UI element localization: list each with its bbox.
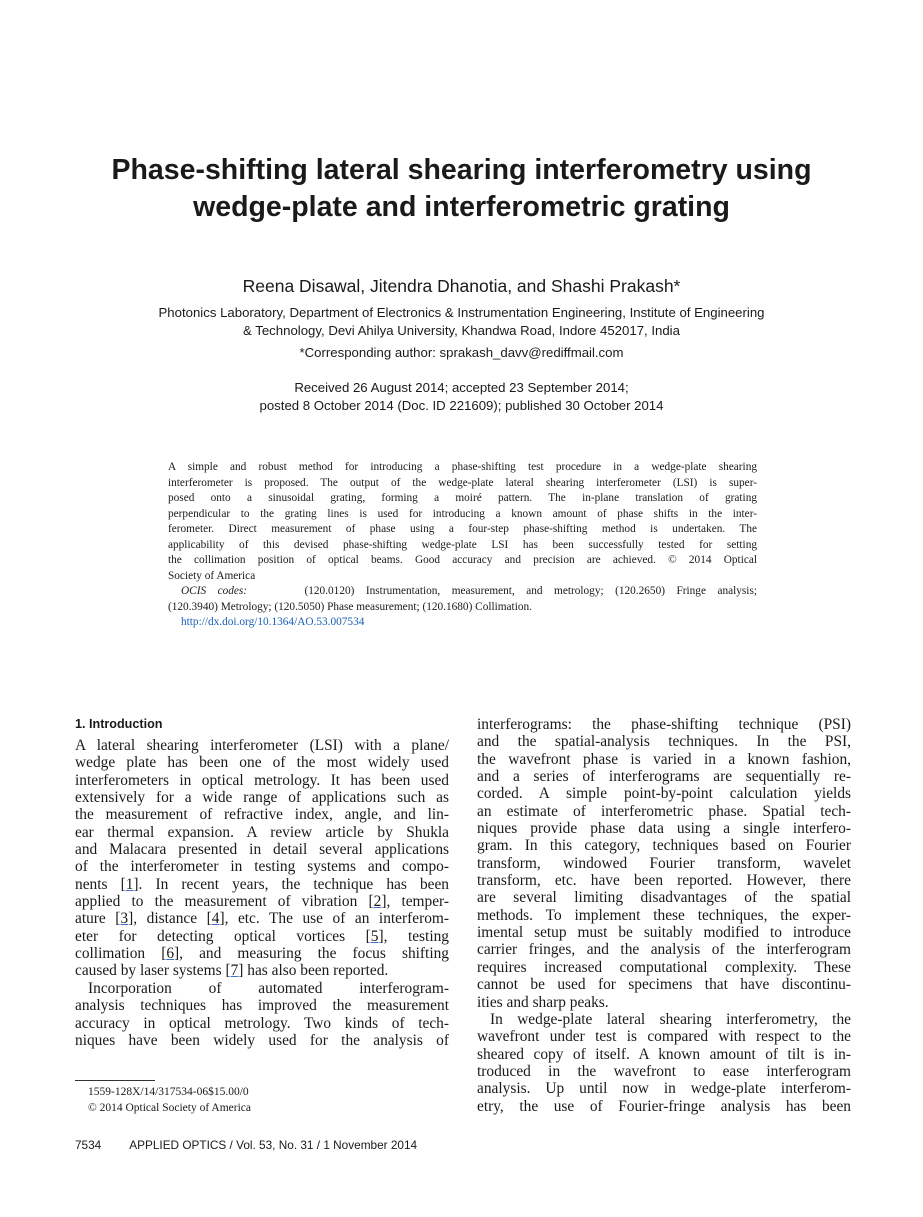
title-line: wedge-plate and interferometric grating: [193, 191, 730, 223]
body-line: transform, windowed Fourier transform, wavelet: [477, 854, 851, 872]
paper-title: [60, 152, 863, 226]
abstract: [168, 460, 757, 631]
body-line: carrier fringes, and the analysis of the interferogram: [477, 941, 851, 959]
body-line: imental setup must be suitably modified to introduce: [477, 924, 851, 942]
journal-citation: APPLIED OPTICS / Vol. 53, No. 31 / 1 November 2014: [129, 1138, 418, 1152]
body-line: troduced in the wavefront to ease interferogram: [477, 1062, 851, 1080]
body-line: cannot be used for specimens that have discontinu-: [477, 976, 851, 994]
body-line: Incorporation of automated interferogram-: [88, 979, 449, 997]
abstract-line: interferometer is proposed. The output of the wedge-plate lateral shearing interferometer (LSI) is super-: [168, 476, 757, 489]
body-line: [75, 928, 449, 945]
text-span: caused by laser systems [: [75, 962, 231, 980]
body-column-left: [75, 737, 449, 1049]
text-span: ], etc. The use of an interferom-: [219, 910, 450, 928]
body-line: [75, 945, 449, 962]
body-line: etry, the use of Fourier-fringe analysis has been: [477, 1097, 851, 1115]
text-span: eter for detecting optical vortices [: [75, 927, 371, 945]
body-line: sheared copy of itself. A known amount of tilt is in-: [477, 1045, 851, 1063]
text-span: applied to the measurement of vibration [: [75, 893, 374, 911]
body-line: [75, 910, 449, 927]
body-line: wavefront under test is compared with respect to the: [477, 1028, 851, 1046]
body-line: analysis. Up until now in wedge-plate interferom-: [477, 1080, 851, 1098]
body-line: analysis techniques has improved the measurement: [75, 997, 449, 1015]
text-span: ature [: [75, 910, 121, 928]
body-line: interferograms: the phase-shifting technique (PSI): [477, 716, 851, 733]
body-line: extensively for a wide range of applications such as: [75, 789, 449, 807]
text-span: ]. In recent years, the technique has been: [133, 875, 449, 893]
page-number: 7534: [75, 1138, 102, 1152]
citation-link[interactable]: 6: [166, 945, 175, 963]
body-column-right: [477, 716, 851, 1115]
text-span: ], testing: [378, 927, 449, 945]
body-line: interferometers in optical metrology. It has been used: [75, 771, 449, 789]
body-line: ear thermal expansion. A review article by Shukla: [75, 823, 449, 841]
body-line: A lateral shearing interferometer (LSI) with a plane/: [75, 737, 449, 754]
body-line: accuracy in optical metrology. Two kinds of tech-: [75, 1014, 449, 1032]
body-line: gram. In this category, techniques based on Fourier: [477, 837, 851, 855]
body-line: niques have been widely used for the analysis of: [75, 1031, 449, 1049]
text-span: nents [: [75, 875, 126, 893]
body-line: are several limiting disadvantages of the spatial: [477, 889, 851, 907]
citation-link[interactable]: 2: [373, 893, 382, 911]
body-line: requires increased computational complexity. These: [477, 958, 851, 976]
abstract-line: ferometer. Direct measurement of phase using a four-step phase-shifting method is undertaken. The: [168, 523, 757, 535]
ocis-codes: [168, 584, 757, 600]
body-line: transform, etc. have been reported. However, there: [477, 872, 851, 890]
abstract-line: applicability of this devised phase-shifting wedge-plate LSI has been successfully tested for setting: [168, 538, 757, 551]
body-line: of the interferometer in testing systems and compo-: [75, 858, 449, 876]
text-span: ] has also been reported.: [238, 962, 389, 980]
citation-link[interactable]: 1: [125, 875, 134, 893]
doi-link[interactable]: http://dx.doi.org/10.1364/AO.53.007534: [181, 616, 365, 628]
corresponding-author: *Corresponding author: sprakash_davv@rediffmail.com: [299, 345, 624, 360]
body-line: [75, 876, 449, 893]
publication-dates: [60, 379, 863, 415]
citation-link[interactable]: 3: [120, 910, 129, 928]
citation-link[interactable]: 5: [370, 927, 379, 945]
body-line: an estimate of interferometric phase. Spatial tech-: [477, 802, 851, 820]
body-line: corded. A simple point-by-point calculation yields: [477, 785, 851, 803]
section-heading: 1. Introduction: [75, 717, 163, 731]
title-line: Phase-shifting lateral shearing interferometry using: [111, 154, 812, 186]
body-line: [75, 893, 449, 910]
text-span: ], and measuring the focus shifting: [174, 945, 449, 963]
affiliation-line: Photonics Laboratory, Department of Electronics & Instrumentation Engineering, Institute of Engineering: [158, 305, 765, 320]
body-line: In wedge-plate lateral shearing interferometry, the: [490, 1010, 851, 1028]
affiliation-line: & Technology, Devi Ahilya University, Khandwa Road, Indore 452017, India: [243, 323, 680, 338]
text-span: ], temper-: [381, 893, 449, 911]
citation-link[interactable]: 4: [211, 910, 220, 928]
text-span: ], distance [: [128, 910, 212, 928]
abstract-line: Society of America: [168, 569, 256, 582]
abstract-line: A simple and robust method for introducing a phase-shifting test procedure in a wedge-plate shearing: [168, 461, 757, 473]
body-line: niques provide phase data using a single interfero-: [477, 820, 851, 838]
body-line: and the spatial-analysis techniques. In the PSI,: [477, 733, 851, 751]
abstract-line: posed onto a sinusoidal grating, forming a moiré pattern. The in-plane translation of grating: [168, 492, 757, 504]
dates-line: posted 8 October 2014 (Doc. ID 221609); published 30 October 2014: [259, 398, 664, 413]
text-span: collimation [: [75, 945, 167, 963]
footnote-divider: [75, 1080, 155, 1081]
body-line: and a series of interferograms are sequentially re-: [477, 768, 851, 786]
body-line: and Malacara presented in detail several applications: [75, 841, 449, 859]
abstract-line: the collimation position of optical beams. Good accuracy and precision are achieved. © 2014 Optical: [168, 554, 757, 566]
ocis-codes-line: (120.3940) Metrology; (120.5050) Phase measurement; (120.1680) Collimation.: [168, 600, 532, 613]
copyright-notice: © 2014 Optical Society of America: [88, 1102, 251, 1114]
affiliation: [60, 304, 863, 340]
ocis-codes-text: (120.0120) Instrumentation, measurement, and metrology; (120.2650) Fringe analysis;: [304, 585, 757, 597]
body-line: wedge plate has been one of the most widely used: [75, 754, 449, 772]
footnote: [88, 1084, 251, 1116]
issn-code: 1559-128X/14/317534-06$15.00/0: [88, 1086, 249, 1098]
author-list: Reena Disawal, Jitendra Dhanotia, and Shashi Prakash*: [242, 276, 681, 296]
citation-link[interactable]: 7: [230, 962, 239, 980]
ocis-label: OCIS codes:: [181, 585, 248, 597]
dates-line: Received 26 August 2014; accepted 23 September 2014;: [294, 380, 629, 395]
body-line: methods. To implement these techniques, the exper-: [477, 906, 851, 924]
body-line: the wavefront phase is varied in a known fashion,: [477, 750, 851, 768]
page-footer: [75, 1138, 417, 1152]
doi-line: [168, 615, 757, 631]
abstract-line: perpendicular to the grating lines is used for introducing a known amount of phase shifts in the inter-: [168, 507, 757, 520]
body-line: the measurement of refractive index, angle, and lin-: [75, 806, 449, 824]
body-line: ities and sharp peaks.: [477, 993, 609, 1011]
body-line: [75, 962, 449, 979]
